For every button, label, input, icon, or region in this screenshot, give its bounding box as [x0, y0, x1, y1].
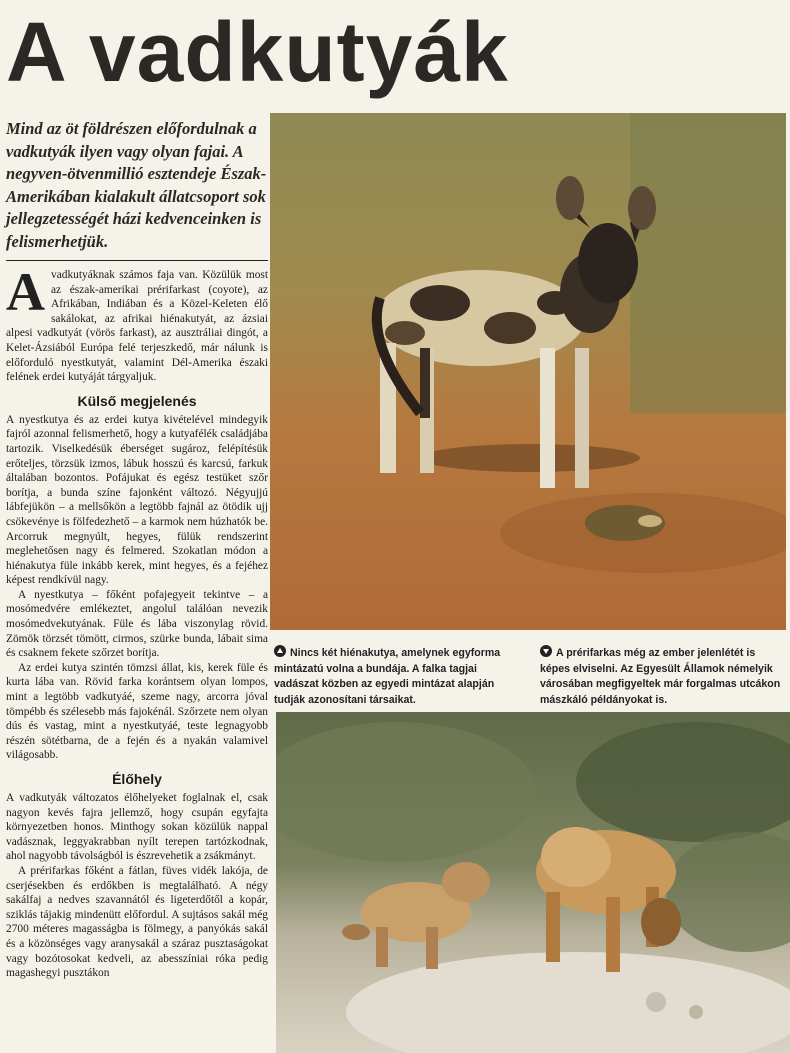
appearance-paragraph-1: A nyestkutya és az erdei kutya kivételével mindegyik fajról azonnal felismerhető, hogy a kutyafélék családjába tartozik. Viselkedésük éberséget sugároz, felépítésük erőteljes, törzsük izmos, lábuk hosszú és karcsú, farkuk általában bozontos. Pofájukat és egész testüket szőr borítja, a bunda színe fajonként változó. Négyujjú lábfejükön – a mellsőkön a legtöbb fajnál az ötödik ujj csökevénye is fölfedezhető – a karmok nem húzhatók be. Arcorruk megnyúlt, hegyes, fülük rendszerint meglehetősen nagy és felmered. Szokatlan módon a hiénakutya füle inkább kerek, mint hegyes, és a fejéhez képest rendkívül nagy. [6, 413, 268, 587]
coyote-caption-text: A prérifarkas még az ember jelenlétét is képes elviselni. Az Egyesült Államok némelyik városában megfigyeltek már forgalmas utcákon mászkáló példányokat is. [540, 647, 781, 706]
wild-dog-caption-text: Nincs két hiénakutya, amelynek egyforma mintázatú volna a bundája. A falka tagjai vadászat közben az egyedi mintázat alapján tudják azonosítani társaikat. [274, 647, 501, 706]
intro-text: vadkutyáknak számos faja van. Közülük most az észak-amerikai prérifarkast (coyote), az Afrikában, Indiában és a Közel-Keleten élő sakálokat, az afrikai hiénakutyát, az ázsiai alpesi vadkutyát (vörös farkast), az ausztráliai dingót, a Kelet-Ázsiából Európa felé terjeszkedő, már nálunk is előforduló nyestkutyát, valamint Dél-Amerika északi felének erdei kutyáját tárgyaljuk. [6, 269, 268, 384]
article-title: A vadkutyák [6, 5, 509, 99]
article-body [6, 268, 268, 1053]
habitat-paragraph-2: A prérifarkas főként a fátlan, füves vidék lakója, de cserjésekben és erdőkben is megtalálható. A négy sakálfaj a nedves szavannától és ligeterdőtől a kopár, sziklás tájakig mindenütt előfordul. A sujtásos sakál még 2700 méteres magasságba is fölmegy, a panyókás sakál és a közönséges vagy aranysakál a száraz pusztaságokat vagy bozótosokat kedveli, az abesszíniai róka pedig magashegyi pusztákon [6, 864, 268, 980]
lead-paragraph: Mind az öt földrészen előfordulnak a vadkutyák ilyen vagy olyan fajai. A negyven-ötvenmillió esztendeje Észak-Amerikában kialakult állatcsoport sok jellegzetességét házi kedvenceinken is felismerhetjük. [6, 119, 267, 251]
heading-appearance: Külső megjelenés [77, 392, 197, 409]
coyote-caption [540, 645, 782, 708]
appearance-paragraph-3: Az erdei kutya szintén tömzsi állat, kis, kerek füle és kurta lába van. Rövid farka korántsem olyan lompos, mint a legtöbb vadkutyáé, szeme nagy, arcorra jóval tömpébb és szélesebb más fajokénál. Szőrzete nem olyan dús és vastag, mint a nyestkutyáé, teste legnagyobb részén sötétbarna, de a fején és a nyakán valamivel világosabb. [6, 661, 268, 762]
caption-pointer-down-icon [540, 645, 552, 657]
wild-dog-photo [270, 113, 786, 630]
caption-pointer-up-icon [274, 645, 286, 657]
intro-paragraph [6, 268, 268, 385]
coyote-photo [276, 712, 790, 1053]
habitat-paragraph-1: A vadkutyák változatos élőhelyeket foglalnak el, csak nagyon kevés fajra jellemző, hogy csupán egyfajta környezetben honos. Minthogy sokan közülük nappal vadásznak, leggyakrabban nyílt terepen tartózkodnak, ahol nagyobb távolságból is észrevehetik a zsákmányt. [6, 792, 268, 863]
heading-habitat: Élőhely [112, 771, 162, 787]
wild-dog-caption [274, 645, 524, 708]
lead-divider [6, 260, 268, 261]
appearance-paragraph-2: A nyestkutya – főként pofajegyeit tekintve – a mosómedvére emlékeztet, angolul találóan nevezik mosómedvekutyának. Füle és lába viszonylag rövid. Zömök törzsét tömött, cirmos, szürke bunda, lábait sima és csaknem fekete szőrzet borítja. [6, 588, 268, 660]
drop-cap: A [6, 268, 45, 322]
